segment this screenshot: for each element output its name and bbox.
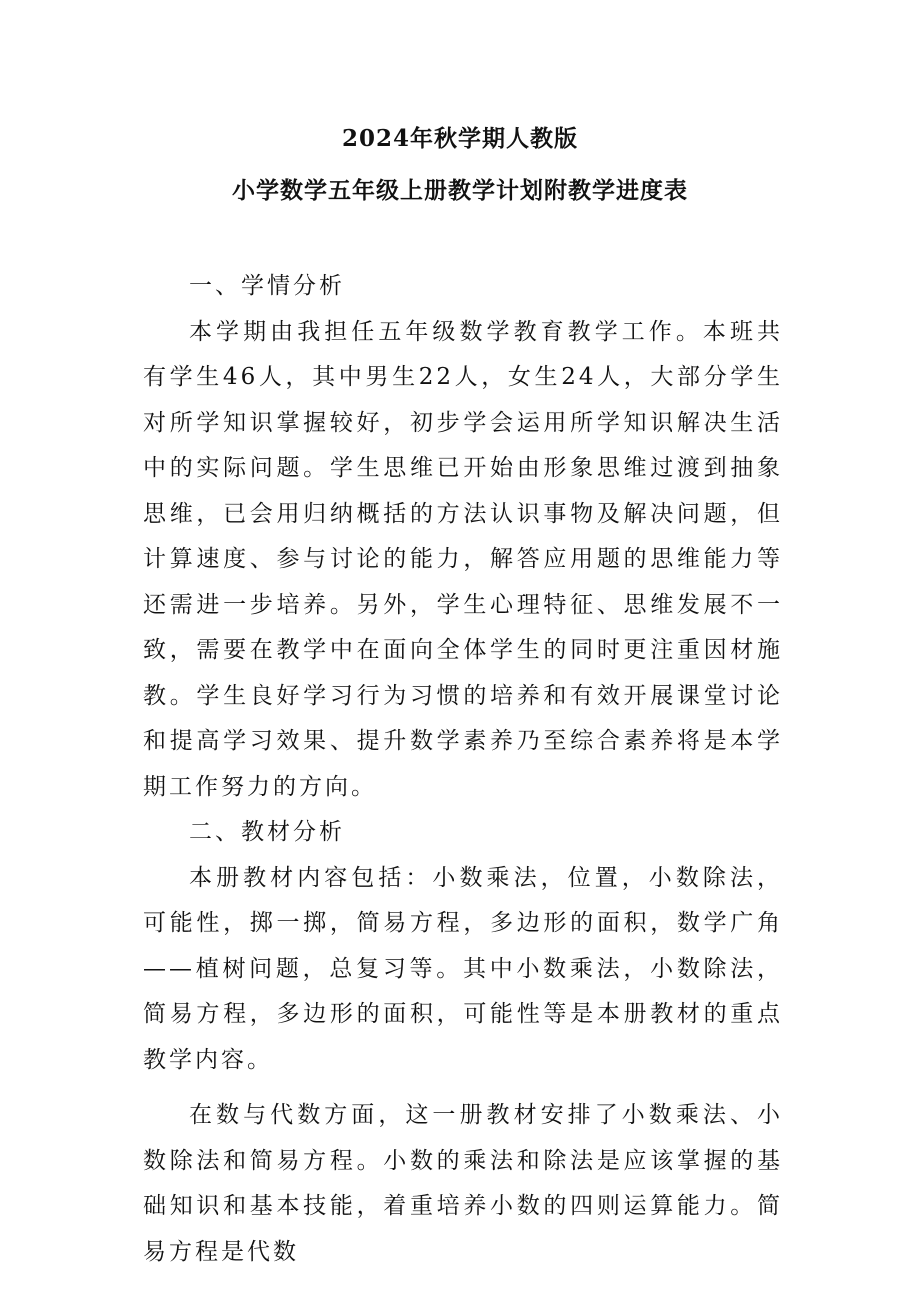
- section-heading-textbook-analysis: 二、教材分析: [189, 819, 345, 845]
- paragraph-number-algebra: 在数与代数方面，这一册教材安排了小数乘法、小数除法和简易方程。小数的乘法和除法是应该掌握的基础知识和基本技能，着重培养小数的四则运算能力。简易方程是代数: [143, 1102, 783, 1265]
- document-title-line-2: 小学数学五年级上册教学计划附教学进度表: [232, 177, 688, 204]
- document-title-line-1: 2024年秋学期人教版: [341, 125, 578, 152]
- document-body: [143, 264, 783, 1275]
- paragraph-textbook-content: 本册教材内容包括：小数乘法，位置，小数除法，可能性，掷一掷，简易方程，多边形的面积，数学广角——植树问题，总复习等。其中小数乘法，小数除法，简易方程，多边形的面积，可能性等是本册教材的重点教学内容。: [143, 864, 783, 1073]
- paragraph-learning-analysis: 本学期由我担任五年级数学教育教学工作。本班共有学生46人，其中男生22人，女生24人，大部分学生对所学知识掌握较好，初步学会运用所学知识解决生活中的实际问题。学生思维已开始由形象思维过渡到抽象思维，已会用归纳概括的方法认识事物及解决问题，但计算速度、参与讨论的能力，解答应用题的思维能力等还需进一步培养。另外，学生心理特征、思维发展不一致，需要在教学中在面向全体学生的同时更注重因材施教。学生良好学习行为习惯的培养和有效开展课堂讨论和提高学习效果、提升数学素养乃至综合素养将是本学期工作努力的方向。: [143, 318, 783, 800]
- section-heading-learning-analysis: 一、学情分析: [189, 273, 345, 299]
